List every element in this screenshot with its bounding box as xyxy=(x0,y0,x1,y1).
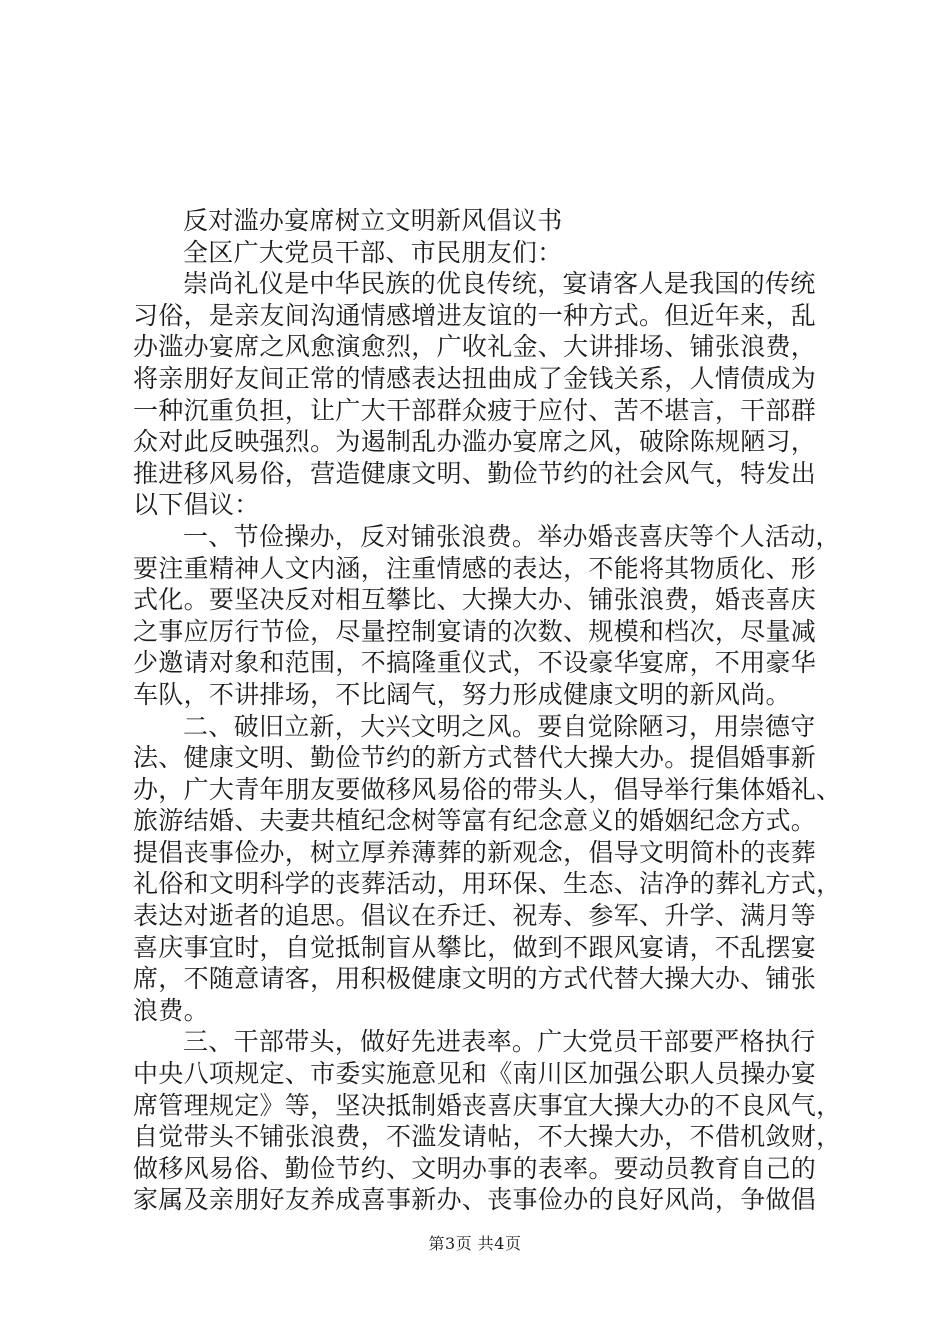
section1-line: 少邀请对象和范围，不搞隆重仪式，不设豪华宴席，不用豪华 xyxy=(133,648,817,678)
intro-line: 办滥办宴席之风愈演愈烈，广收礼金、大讲排场、铺张浪费， xyxy=(133,332,817,362)
section3-line: 中央八项规定、市委实施意见和《南川区加强公职人员操办宴 xyxy=(133,1059,817,1089)
section1-line: 一、节俭操办，反对铺张浪费。举办婚丧喜庆等个人活动， xyxy=(183,521,841,551)
section3-line: 做移风易俗、勤俭节约、文明办事的表率。要动员教育自己的 xyxy=(133,1153,817,1183)
section1-line: 式化。要坚决反对相互攀比、大操大办、铺张浪费，婚丧喜庆 xyxy=(133,585,817,615)
section3-line: 席管理规定》等，坚决抵制婚丧喜庆事宜大操大办的不良风气， xyxy=(133,1090,842,1120)
page-footer: 第3页 共4页 xyxy=(428,1234,522,1253)
section3-line: 三、干部带头，做好先进表率。广大党员干部要严格执行 xyxy=(183,1027,816,1057)
intro-line: 以下倡议： xyxy=(133,490,260,520)
document-title: 反对滥办宴席树立文明新风倡议书 xyxy=(183,206,563,235)
section1-line: 之事应厉行节俭，尽量控制宴请的次数、规模和档次，尽量减 xyxy=(133,616,817,646)
section1-line: 要注重精神人文内涵，注重情感的表达，不能将其物质化、形 xyxy=(133,553,817,583)
intro-line: 众对此反映强烈。为遏制乱办滥办宴席之风，破除陈规陋习， xyxy=(133,427,817,457)
section2-line: 提倡丧事俭办，树立厚养薄葬的新观念，倡导文明简朴的丧葬 xyxy=(133,837,817,867)
intro-line: 崇尚礼仪是中华民族的优良传统，宴请客人是我国的传统 xyxy=(183,269,816,299)
section3-line: 家属及亲朋好友养成喜事新办、丧事俭办的良好风尚，争做倡 xyxy=(133,1185,817,1215)
section2-line: 办，广大青年朋友要做移风易俗的带头人，倡导举行集体婚礼、 xyxy=(133,774,842,804)
intro-line: 推进移风易俗，营造健康文明、勤俭节约的社会风气，特发出 xyxy=(133,458,817,488)
salutation: 全区广大党员干部、市民朋友们： xyxy=(183,237,563,267)
section3-line: 自觉带头不铺张浪费，不滥发请帖，不大操大办，不借机敛财， xyxy=(133,1122,842,1152)
intro-line: 一种沉重负担，让广大干部群众疲于应付、苦不堪言，干部群 xyxy=(133,395,817,425)
section2-line: 旅游结婚、夫妻共植纪念树等富有纪念意义的婚姻纪念方式。 xyxy=(133,806,817,836)
section2-line: 喜庆事宜时，自觉抵制盲从攀比，做到不跟风宴请，不乱摆宴 xyxy=(133,932,817,962)
intro-line: 习俗，是亲友间沟通情感增进友谊的一种方式。但近年来，乱 xyxy=(133,300,817,330)
section1-line: 车队，不讲排场，不比阔气，努力形成健康文明的新风尚。 xyxy=(133,679,791,709)
intro-line: 将亲朋好友间正常的情感表达扭曲成了金钱关系，人情债成为 xyxy=(133,363,817,393)
section2-line: 法、健康文明、勤俭节约的新方式替代大操大办。提倡婚事新 xyxy=(133,743,817,773)
section2-line: 二、破旧立新，大兴文明之风。要自觉除陋习，用崇德守 xyxy=(183,711,816,741)
section2-line: 席，不随意请客，用积极健康文明的方式代替大操大办、铺张 xyxy=(133,964,817,994)
document-body xyxy=(133,205,842,1216)
section2-line: 浪费。 xyxy=(133,995,209,1025)
section2-line: 礼俗和文明科学的丧葬活动，用环保、生态、洁净的葬礼方式， xyxy=(133,869,842,899)
section2-line: 表达对逝者的追思。倡议在乔迁、祝寿、参军、升学、满月等 xyxy=(133,901,817,931)
